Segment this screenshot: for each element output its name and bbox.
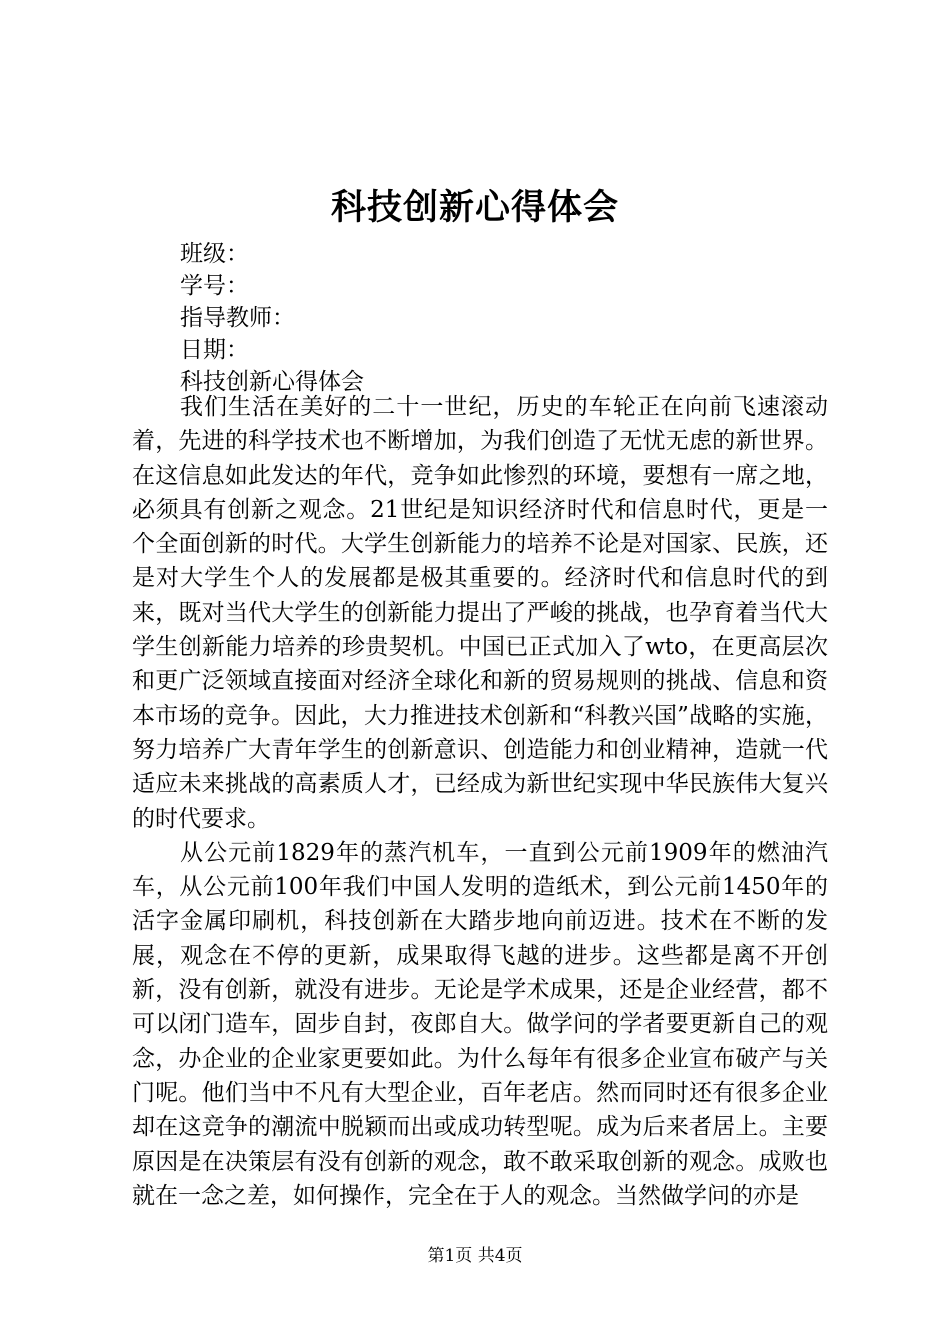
document-subtitle: 科技创新心得体会 bbox=[180, 369, 364, 395]
page-footer: 第1页 共4页 bbox=[427, 1246, 523, 1266]
class-field-label: 班级： bbox=[180, 241, 249, 267]
document-meta bbox=[180, 238, 780, 398]
document-body bbox=[132, 390, 828, 1213]
paragraph-1: 我们生活在美好的二十一世纪，历史的车轮正在向前飞速滚动着，先进的科学技术也不断增加，为我们创造了无忧无虑的新世界。在这信息如此发达的年代，竞争如此惨烈的环境，要想有一席之地，必须具有创新之观念。21世纪是知识经济时代和信息时代，更是一个全面创新的时代。大学生创新能力的培养不论是对国家、民族，还是对大学生个人的发展都是极其重要的。经济时代和信息时代的到来，既对当代大学生的创新能力提出了严峻的挑战，也孕育着当代大学生创新能力培养的珍贵契机。中国已正式加入了wto，在更高层次和更广泛领域直接面对经济全球化和新的贸易规则的挑战、信息和资本市场的竞争。因此，大力推进技术创新和“科教兴国”战略的实施，努力培养广大青年学生的创新意识、创造能力和创业精神，造就一代适应未来挑战的高素质人才，已经成为新世纪实现中华民族伟大复兴的时代要求。 bbox=[132, 394, 828, 832]
document-title: 科技创新心得体会 bbox=[330, 187, 619, 228]
advisor-field-label: 指导教师： bbox=[180, 305, 295, 331]
paragraph-2: 从公元前1829年的蒸汽机车，一直到公元前1909年的燃油汽车，从公元前100年我们中国人发明的造纸术，到公元前1450年的活字金属印刷机，科技创新在大踏步地向前迈进。技术在不断的发展，观念在不停的更新，成果取得飞越的进步。这些都是离不开创新，没有创新，就没有进步。无论是学术成果，还是企业经营，都不可以闭门造车，固步自封，夜郎自大。做学问的学者要更新自己的观念，办企业的企业家更要如此。为什么每年有很多企业宣布破产与关门呢。他们当中不凡有大型企业，百年老店。然而同时还有很多企业却在这竞争的潮流中脱颖而出或成功转型呢。成为后来者居上。主要原因是在决策层有没有创新的观念，敢不敢采取创新的观念。成败也就在一念之差，如何操作，完全在于人的观念。当然做学问的亦是 bbox=[132, 839, 828, 1209]
date-field-label: 日期： bbox=[180, 337, 249, 363]
student-id-field-label: 学号： bbox=[180, 273, 249, 299]
